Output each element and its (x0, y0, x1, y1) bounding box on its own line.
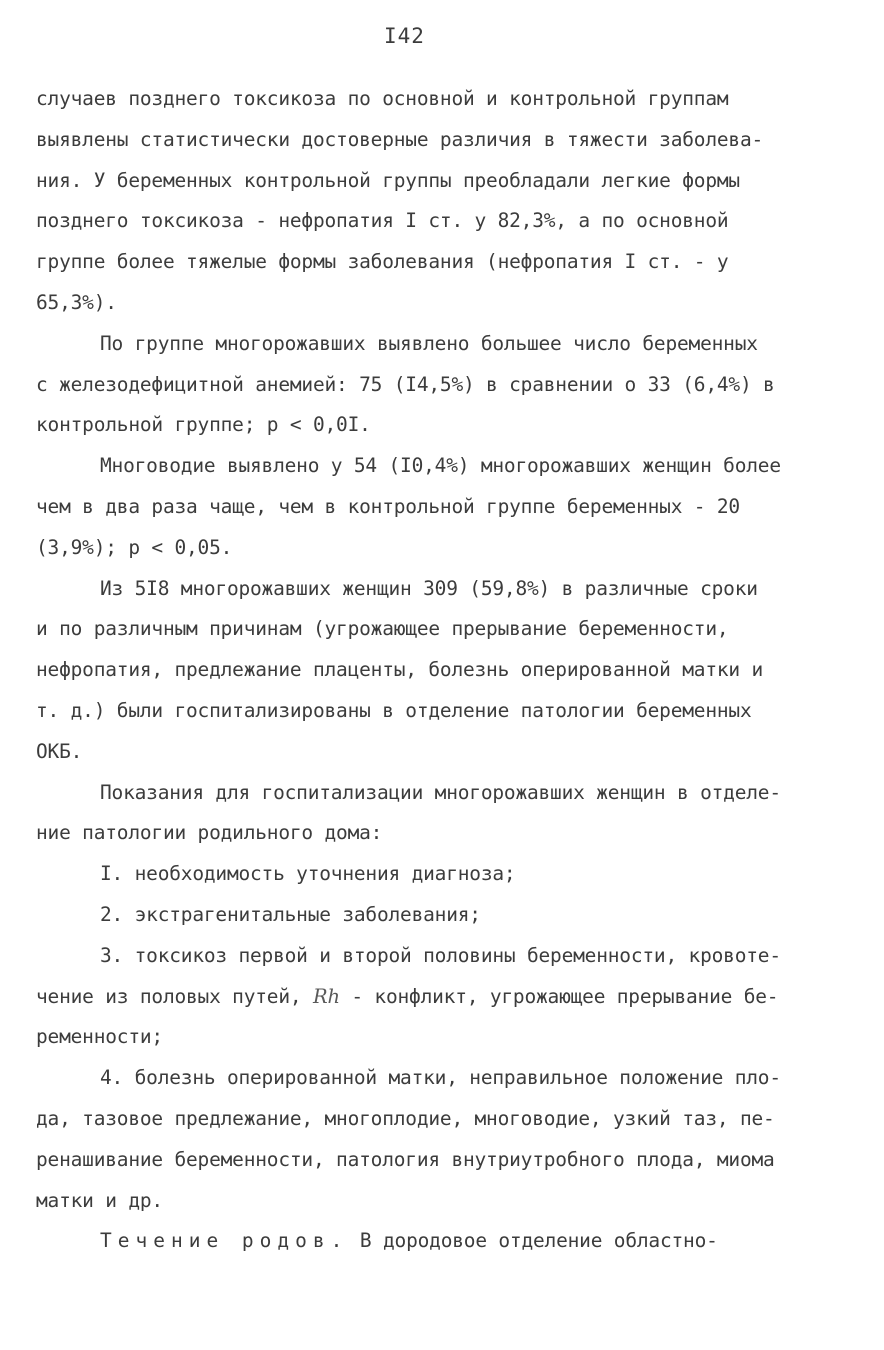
text-line (36, 1181, 836, 1222)
text-line (36, 161, 836, 202)
text-line (36, 977, 836, 1018)
line-text: I. необходимость уточнения диагноза; (100, 862, 516, 886)
line-text: ния. У беременных контрольной группы преобладали легкие формы (36, 168, 740, 192)
line-text: ренашивание беременности, патология внутриутробного плода, миома (36, 1147, 775, 1171)
line-text: да, тазовое предлежание, многоплодие, многоводие, узкий таз, пе- (36, 1106, 775, 1130)
line-text: ние патологии родильного дома: (36, 821, 383, 845)
text-line (36, 1017, 836, 1058)
text-line (36, 528, 836, 569)
text-line (36, 1099, 836, 1140)
line-text: Из 5I8 многорожавших женщин 309 (59,8%) в различные сроки (100, 576, 758, 600)
page-number: I42 (384, 24, 425, 48)
text-line (36, 405, 836, 446)
line-text: матки и др. (36, 1188, 163, 1212)
line-text: выявлены статистически достоверные различия в тяжести заболева- (36, 127, 764, 151)
line-text: 2. экстрагенитальные заболевания; (100, 902, 481, 926)
section-heading: Течение родов. (100, 1229, 349, 1253)
text-line (36, 120, 836, 161)
line-text: чем в два раза чаще, чем в контрольной группе беременных - 20 (36, 494, 740, 518)
text-line (36, 936, 836, 977)
text-line (36, 324, 836, 365)
text-line (36, 201, 836, 242)
handwritten-insert: Rh (312, 984, 340, 1008)
text-line (36, 895, 836, 936)
line-text: 65,3%). (36, 290, 117, 314)
line-text: ОКБ. (36, 739, 83, 763)
line-text: случаев позднего токсикоза по основной и контрольной группам (36, 87, 729, 110)
text-line (36, 691, 836, 732)
line-text: нефропатия, предлежание плаценты, болезнь оперированной матки и (36, 658, 764, 682)
line-text: В дородовое отделение областно- (348, 1229, 718, 1253)
text-line (36, 1221, 836, 1262)
text-line (36, 773, 836, 814)
line-text: Многоводие выявлено у 54 (I0,4%) многорожавших женщин более (100, 454, 781, 478)
text-line (36, 79, 836, 120)
line-text: и по различным причинам (угрожающее прерывание беременности, (36, 617, 729, 641)
text-line (36, 569, 836, 610)
body-text (36, 79, 836, 1262)
line-text: - конфликт, угрожающее прерывание бе- (339, 984, 779, 1008)
text-line (36, 1140, 836, 1181)
line-text: (3,9%); p < 0,05. (36, 535, 233, 559)
line-text: По группе многорожавших выявлено большее число беременных (100, 331, 758, 355)
text-line (36, 650, 836, 691)
line-text: Показания для госпитализации многорожавших женщин в отделе- (100, 780, 781, 804)
text-line (36, 609, 836, 650)
line-text: с железодефицитной анемией: 75 (I4,5%) в сравнении о 33 (6,4%) в (36, 372, 775, 396)
line-text: 3. токсикоз первой и второй половины беременности, кровоте- (100, 943, 781, 967)
text-line (36, 365, 836, 406)
line-text: позднего токсикоза - нефропатия I ст. у 82,3%, а по основной (36, 209, 729, 233)
text-line (36, 854, 836, 895)
line-text: т. д.) были госпитализированы в отделение патологии беременных (36, 698, 752, 722)
text-line (36, 1058, 836, 1099)
text-line (36, 242, 836, 283)
line-text: 4. болезнь оперированной матки, неправильное положение пло- (100, 1066, 781, 1090)
text-line (36, 732, 836, 773)
line-text: контрольной группе; p < 0,0I. (36, 413, 371, 437)
line-text: ременности; (36, 1025, 163, 1049)
text-line (36, 813, 836, 854)
text-line (36, 446, 836, 487)
text-line (36, 487, 836, 528)
line-text: группе более тяжелые формы заболевания (нефропатия I ст. - у (36, 250, 729, 274)
line-text: чение из половых путей, (36, 984, 313, 1008)
text-line (36, 283, 836, 324)
